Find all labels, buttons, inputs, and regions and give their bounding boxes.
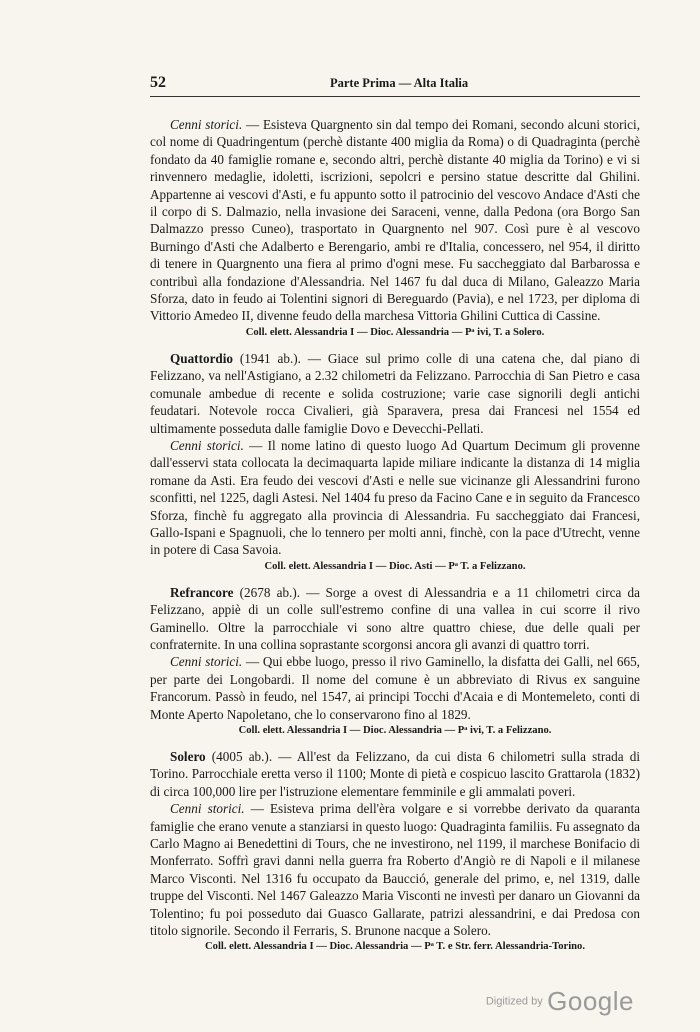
entry-section — [150, 748, 640, 954]
history-label: Cenni storici. — [170, 117, 243, 132]
entry-paragraph — [150, 350, 640, 437]
history-paragraph — [150, 437, 640, 559]
entry-section — [150, 350, 640, 574]
collegio-line: Coll. elett. Alessandria I — Dioc. Asti — Pᵃ T. a Felizzano. — [264, 560, 526, 572]
paragraph-text: (1941 ab.). — Giace sul primo colle di una catena che, dal piano di Felizzano, va nell'Astigiano, a 2.32 chilometri da Felizzano. Parrocchia di San Pietro e casa comunale ambedue di recente e solida costruzione; varie case signorili degli antichi feudatari. Notevole rocca Civalieri, già Sparavera, presa dai Francesi nel 1554 ed ultimamente posseduta dalle famiglie Dovo e Devecchi-Pellati. — [150, 350, 640, 436]
entry-section — [150, 584, 640, 738]
paragraph-text: — Qui ebbe luogo, presso il rivo Gaminello, la disfatta dei Galli, nel 665, per parte dei Longobardi. Il nome del comune è un abbreviato di Rivus ex sanguine Francorum. Passò in feudo, nel 1547, ai principi Tocchi d'Acaia e di Montemeleto, conti di Monte Aperto Napoletano, che lo conservarono fino al 1829. — [150, 654, 640, 722]
history-paragraph — [150, 800, 640, 939]
entry-paragraph — [150, 748, 640, 800]
page-body — [150, 116, 640, 964]
entry-section — [150, 116, 640, 340]
history-label: Cenni storici. — [170, 654, 243, 670]
place-name: Solero — [170, 749, 206, 764]
watermark-prefix: Digitized by — [485, 995, 543, 1008]
entry-paragraph — [150, 584, 640, 654]
digitized-watermark — [486, 986, 634, 1017]
history-paragraph — [150, 653, 640, 723]
place-name: Refrancore — [170, 584, 234, 600]
paragraph-text: (4005 ab.). — All'est da Felizzano, da cui dista 6 chilometri sulla strada di Torino. Parrocchiale eretta verso il 1100; Monte di pietà e cospicuo lascito Grattarola (1832) di circa 100,000 lire per l'istruzione elementare femminile e gli ammalati poveri. — [150, 749, 640, 799]
page-header — [150, 74, 640, 97]
paragraph-text: — Esisteva prima dell'èra volgare e si vorrebbe derivato da quaranta famiglie che erano venute a stanziarsi in questo luogo: Quadraginta familiis. Fu assegnato da Carlo Magno ai Benedettini di Tours, che ne investirono, nel 1199, il marchese Bonifacio di Monferrato. Soffrì gravi danni nella guerra fra Roberto d'Angiò re di Napoli e il milanese Marco Visconti. Nel 1316 fu occupato da Baucció, generale del primo, e, nel 1319, dalle truppe del Visconti. Nel 1467 Galeazzo Maria Visconti ne investì per danaro un Giovanni da Tolentino; fu poi posseduto dai Guasco Gallarate, patrizi alessandrini, e dai Predosa con titolo signorile. Secondo il Ferraris, S. Brunone nacque a Solero. — [150, 801, 640, 939]
paragraph-text: — Esisteva Quargnento sin dal tempo dei Romani, secondo alcuni storici, col nome di Quadringentum (perchè distante 400 miglia da Roma) o di Quadraginta (perchè fondato da 40 famiglie romane e, secondo altri, perchè distante 40 miglia da Torino) e vi si rinvennero medaglie, idoletti, iscrizioni, sepolcri e persino statue descritte dal Ghilini. Appartenne ai vescovi d'Asti, e fu appunto sotto il patrocinio del vescovo Andace d'Asti che il corpo di S. Dalmazio, nella invasione dei Saraceni, venne, dalla Pedona (ora Borgo San Dalmazzo presso Cuneo), trasportato in Quargnento nel 907. Così pure è al vescovo Burningo d'Asti che Adalberto e Berengario, ambi re d'Italia, concessero, nel 954, il diritto di tenere in Quargnento una fiera al primo d'ogni mese. Fu saccheggiato dal Barbarossa e contribuì alla fondazione d'Alessandria. Nel 1467 fu dal duca di Milano, Galeazzo Maria Sforza, dato in feudo ai Tolentini signori di Bereguardo (Pavia), e nel 1723, per diploma di Vittorio Amedeo II, divenne feudo della marchesa Vittoria Ghilini Cuttica di Cassine. — [150, 117, 640, 324]
collegio-line: Coll. elett. Alessandria I — Dioc. Alessandria — Pᵃ ivi, T. a Felizzano. — [238, 725, 552, 736]
history-paragraph — [150, 116, 640, 325]
paragraph-text: (2678 ab.). — Sorge a ovest di Alessandria e a 11 chilometri circa da Felizzano, appiè di un colle sull'estremo confine di una vallea in cui scorre il rivo Gaminello. Oltre la parrocchiale vi sono altre quattro chiese, due delle quali per confraternite. In una collina soprastante scorgonsi ancora gli avanzi di quattro torri. — [150, 584, 640, 652]
collegio-line: Coll. elett. Alessandria I — Dioc. Alessandria — Pᵃ ivi, T. a Solero. — [245, 326, 545, 338]
page-number: 52 — [150, 74, 166, 91]
history-label: Cenni storici. — [170, 437, 244, 453]
running-title: Parte Prima — Alta Italia — [330, 76, 469, 90]
google-logo-text: Google — [547, 986, 634, 1016]
paragraph-text: — Il nome latino di questo luogo Ad Quartum Decimum gli provenne dall'esservi stata collocata la decimaquarta lapide miliare indicante la distanza di 14 miglia romane da Asti. Era feudo dei vescovi d'Asti e nelle sue vicinanze gli Alessandrini furono sconfitti, nel 1225, dagli Astesi. Nel 1404 fu preso da Facino Cane e in seguito da Francesco Sforza, finchè fu aggregato alla provincia di Alessandria. Fu saccheggiato dai Francesi, Gallo-Ispani e Spagnuoli, che lo tennero per molti anni, finchè, con la pace d'Utrecht, venne in potere di Casa Savoia. — [150, 437, 640, 558]
collegio-line: Coll. elett. Alessandria I — Dioc. Alessandria — Pᵃ T. e Str. ferr. Alessandria-Torino. — [205, 941, 585, 953]
place-name: Quattordio — [170, 350, 234, 366]
history-label: Cenni storici. — [170, 801, 245, 817]
